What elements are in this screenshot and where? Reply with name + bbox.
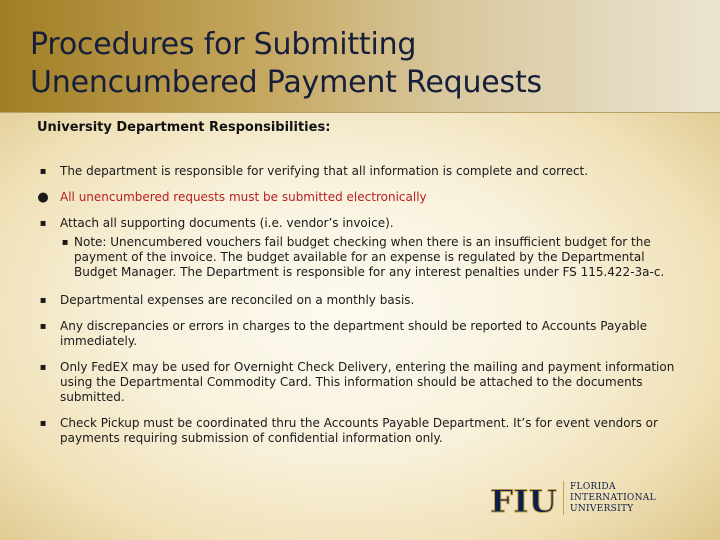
title-line-2: Unencumbered Payment Requests [30,65,542,100]
bullet-item [37,293,689,308]
bullet-text: Check Pickup must be coordinated thru the Accounts Payable Department. It’s for event vendors or payments requiring submission of confidential information only. [60,416,658,445]
title-line-1: Procedures for Submitting [30,27,417,62]
bullet-text: Departmental expenses are reconciled on a monthly basis. [60,293,415,307]
bullet-text: Attach all supporting documents (i.e. vendor’s invoice). [60,216,394,230]
logo-line-2: INTERNATIONAL [570,493,656,503]
square-bullet-icon: ▪ [39,218,47,229]
round-bullet-icon: ● [37,190,49,205]
fiu-logo-mark-icon [489,481,559,515]
bullet-text: All unencumbered requests must be submitted electronically [60,190,427,204]
logo-divider [563,481,564,515]
bullet-item [37,319,689,349]
bullet-text: Any discrepancies or errors in charges to the department should be reported to Accounts Payable immediately. [60,319,648,348]
bullet-item [37,164,689,179]
square-bullet-icon: ▪ [61,237,69,248]
sub-bullet-item [60,235,689,280]
square-bullet-icon: ▪ [39,295,47,306]
title-banner [0,0,720,113]
logo-line-1: FLORIDA [570,482,616,492]
sub-bullet-text: Note: Unencumbered vouchers fail budget checking when there is an insufficient budget for the payment of the invoice. The budget available for an expense is regulated by the Departmental Budget Manager. The Department is responsible for any interest penalties under FS 115.422-3a-c. [74,235,665,279]
bullet-text: The department is responsible for verifying that all information is complete and correct. [60,164,589,178]
square-bullet-icon: ▪ [39,166,47,177]
slide-title [30,26,542,102]
bullet-item [37,360,689,405]
logo-wordmark [570,482,656,515]
bullet-item-highlighted [37,190,689,205]
square-bullet-icon: ▪ [39,418,47,429]
bullet-text: Only FedEX may be used for Overnight Check Delivery, entering the mailing and payment information using the Departmental Commodity Card. This information should be attached to the documents submitted. [60,360,675,404]
bullet-item [37,416,689,446]
logo-mark-text: FIU [490,484,557,515]
logo-line-3: UNIVERSITY [570,504,634,514]
bullet-list [37,164,689,446]
square-bullet-icon: ▪ [39,321,47,332]
fiu-logo [489,481,669,515]
section-heading: University Department Responsibilities: [37,120,331,135]
square-bullet-icon: ▪ [39,362,47,373]
bullet-item [37,216,689,280]
